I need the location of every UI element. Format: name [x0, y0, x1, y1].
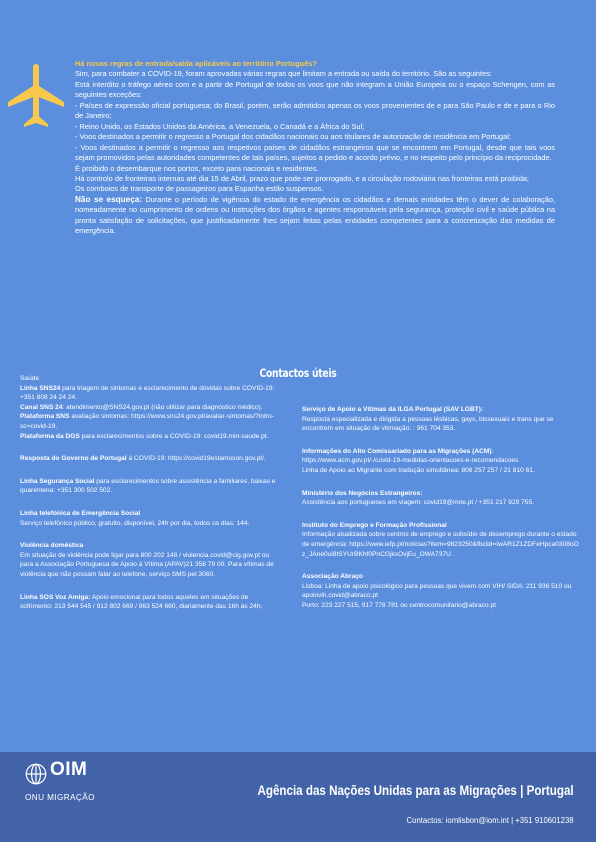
notice-line: Está interdito o tráfego aéreo com e a partir de Portugal de todos os voos que não integram a União Europeia ou o espaço Schengen, com as seguintes exceções:	[75, 79, 555, 100]
plataforma-sns-entry: Plataforma SNS avaliação sintomas: https://www.sns24.gov.pt/avaliar-sintomas/?intro-sc=covid-19.	[20, 413, 274, 430]
social-security-block: Linha Segurança Social para esclarecimentos sobre assistência a familiares, baixas e quarentena: +351 300 502 502.	[20, 477, 276, 495]
oim-logo-text: OIM	[50, 759, 88, 780]
sos-voz-amiga-block: Linha SOS Voz Amiga: Apoio emocional para todos aqueles em situações de sofrimento: 213 544 545 / 912 802 669 / 963 524 660, diariamente das 16h às 24h;	[20, 593, 263, 611]
abraco-block: Associação Abraço Lisboa: Linha de apoio psicológico para pessoas que vivem com VIH/ SIDA: 211 936 510 ou apoiovih.covid@abraco.pt Porto: 223 227 515, 917 778 781 ou centrocomunitario@abraco.pt	[302, 573, 572, 609]
social-emergency-block: Linha telefónica de Emergência Social Serviço telefónico público, gratuito, disponível, 24h por dia, todos os dias: 144.	[20, 509, 250, 527]
notice-line: É proibido o desembarque nos portos, exceto para nacionais e residentes.	[75, 163, 319, 173]
airplane-icon	[6, 62, 66, 130]
entry-rules-notice	[75, 59, 555, 237]
notice-line: Os comboios de transporte de passageiros para Espanha estão suspensos.	[75, 184, 324, 194]
contacts-title: Contactos úteis	[259, 367, 337, 380]
contacts-left-column	[20, 374, 278, 625]
health-block	[20, 374, 278, 441]
iefp-block: Instituto do Emprego e Formação Profissional Informação atualizada sobre centros de emprego e subsídio de desemprego durante o estado de emergência: https://www.iefp.pt/noticias?item=9823250&fbclid=IwAR1Z1ZDFeHpca0308oOz_JAne0ui8tSYUrBKhf0PnCGjksOvjEu_OWA737U .	[302, 521, 579, 558]
notice-line: - Voos destinados a permitir o regresso a Portugal dos cidadãos nacionais ou aos titulares de autorização de residência em Portugal;	[75, 132, 511, 142]
agency-name: Agência das Nações Unidas para as Migrações | Portugal	[257, 783, 574, 798]
health-heading: Saúde	[20, 375, 40, 382]
domestic-violence-block: Violência doméstica Em situação de violência pode ligar para 800 202 148 / violencia.covid@cig.gov.pt ou para a Associação Portuguesa de Apoio à Vítima (APAV)21 358 79 00. Para vítimas de violência que não possam falar ao telefone, serviço SMS pel 3060.	[20, 542, 274, 578]
government-block: Resposta do Governo de Portugal à COVID-19: https://covid19estamoson.gov.pt/.	[20, 455, 266, 463]
contacts-right-column	[302, 405, 582, 624]
notice-warning	[75, 195, 555, 237]
notice-line: - Reino Unido, os Estados Unidos da América, a Venezuela, o Canadá e a África do Sul;	[75, 121, 365, 131]
sns24-entry: Linha SNS24 para triagem de sintomas e esclarecimento de dúvidas sobre COVID-19: +351 808 24 24 24.	[20, 384, 275, 402]
canal-sns24-entry: Canal SNS 24: atendimento@SNS24.gov.pt (não utilizar para diagnóstico médico).	[20, 403, 263, 411]
warning-label: Não se esqueça:	[75, 194, 143, 204]
oim-logo-subtitle: ONU MIGRAÇÃO	[25, 793, 95, 802]
plataforma-dgs-entry: Plataforma da DGS para esclarecimentos sobre a COVID-19: covid19.min-saude.pt.	[20, 432, 269, 440]
warning-text: Durante o período de vigência do estado de emergência os cidadãos e demais entidades têm o dever de colaboração, nomeadamente no cumprimento de ordens ou instruções dos órgãos e agentes responsáveis pela segurança, proteção civil e saúde pública na pronta satisfação de solicitações, que justificadamente lhes sejam feitas pelas entidades competentes para a concretização das medidas de emergência.	[75, 194, 555, 236]
notice-line: Há controlo de fronteiras internas até dia 15 de Abril, prazo que pode ser prorrogado, e a circulação rodoviária nas fronteiras está proibida;	[75, 173, 529, 183]
notice-line: - Países de expressão oficial portuguesa; do Brasil, porém, serão admitidos apenas os voos provenientes de e para São Paulo e de e para o Rio de Janeiro;	[75, 100, 555, 121]
footer-contacts: Contactos: iomlisbon@iom.int | +351 910601238	[406, 815, 574, 825]
notice-title: Há novas regras de entrada/saída aplicáveis ao território Português?	[75, 59, 317, 68]
acm-block: Informações do Alto Comissariado para as Migrações (ACM): https://www.acm.gov.pt/-/covid-19-medidas-orientacoes-e-recomendacoes Linha de Apoio ao Migrante com tradução simultânea: 808 257 257 / 21 810 61.	[302, 447, 535, 474]
oim-globe-icon	[24, 762, 48, 786]
ilga-block: Serviço de Apoio a Vítimas da ILGA Portugal (SAV LGBT): Resposta especializada e dirigida a pessoas lésbicas, gays, bissexuais e trans que se encontrem em situação de vitimação: : 961 704 353.	[302, 406, 554, 433]
mne-block: Ministério dos Negócios Estrangeiros: Assistência aos portugueses em viagem: covid19@mne.pt / +351 217 929 755.	[302, 489, 534, 507]
notice-line: Sim, para combater a COVID-19, foram aprovadas várias regras que limitam a entrada ou saída do território. São as seguintes:	[75, 69, 492, 79]
notice-line: - Voos destinados a permitir o regresso aos respetivos países de cidadãos estrangeiros que se encontrem em Portugal, desde que tais voos sejam promovidos pelas autoridades competentes de tais países, sujeitos a pedido e acordo prévio, e no respeito pelo princípio da reciprocidade.	[75, 142, 555, 163]
